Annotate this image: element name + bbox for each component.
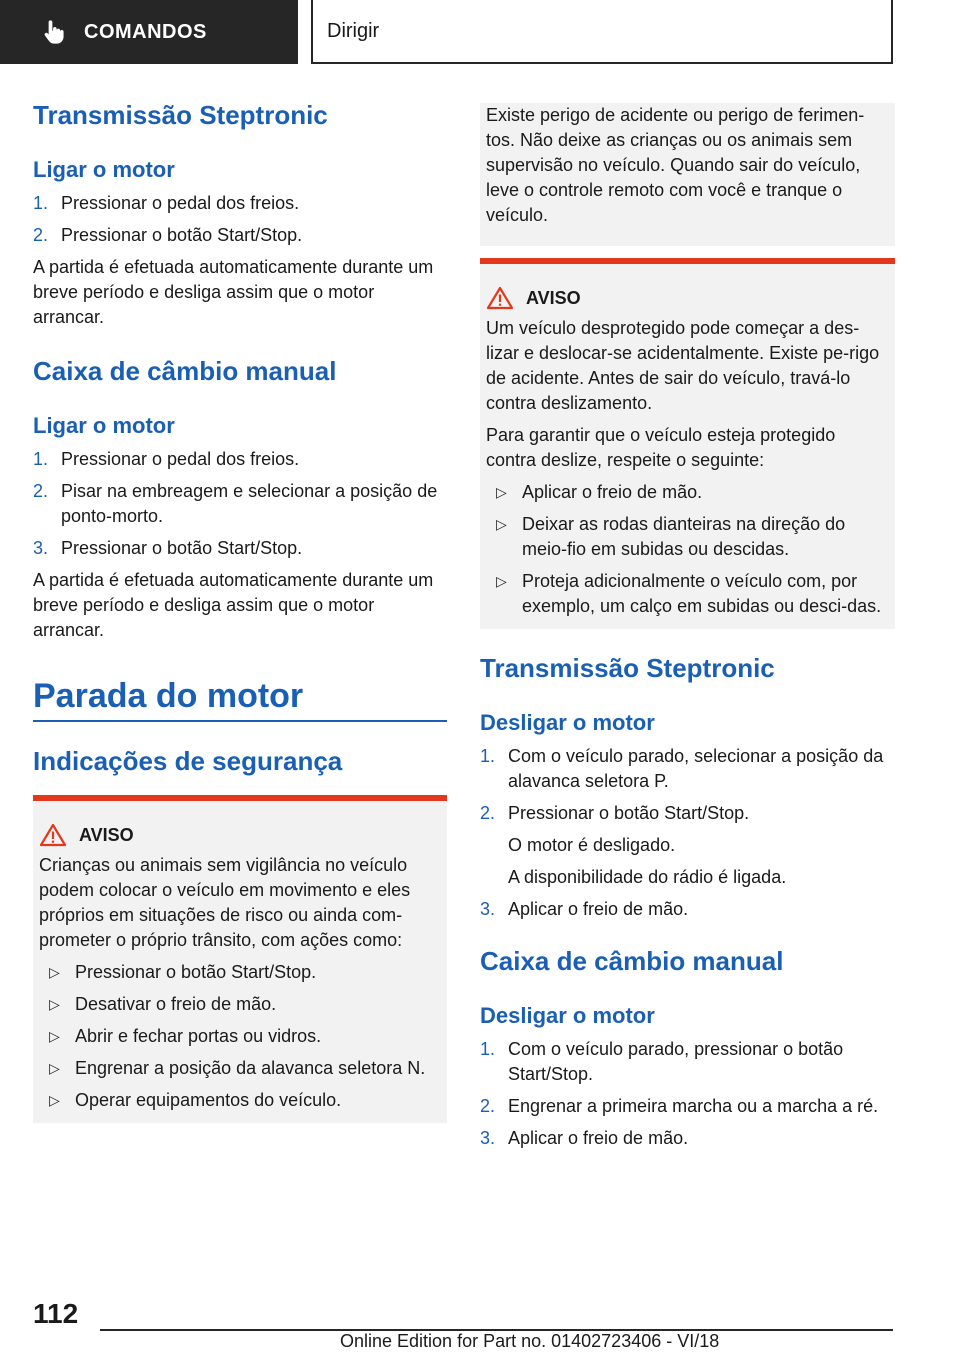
steps-list (480, 1037, 895, 1151)
list-item: ▷ Pressionar o botão Start/Stop. (39, 960, 435, 985)
right-column (480, 103, 895, 1158)
triangle-bullet-icon: ▷ (496, 516, 507, 532)
edition-note: Online Edition for Part no. 01402723406 - VI/18 (340, 1331, 720, 1351)
list-item: 1. Pressionar o pedal dos freios. (33, 449, 300, 469)
list-item: 1. Com o veículo parado, pressionar o botão Start/Stop. (480, 1039, 844, 1084)
steps-list (480, 744, 895, 922)
triangle-bullet-icon: ▷ (49, 1028, 60, 1044)
heading-manual-stop: Caixa de câmbio manual (480, 946, 784, 976)
list-item: 2. Pisar na embreagem e selecionar a posição de ponto-morto. (33, 481, 438, 526)
paragraph: A partida é efetuada automaticamente durante um breve período e desliga assim que o motor arrancar. (33, 570, 434, 640)
left-column (33, 100, 447, 1123)
steps-list (33, 191, 447, 248)
list-item: 3. Pressionar o botão Start/Stop. (33, 538, 303, 558)
triangle-bullet-icon: ▷ (49, 964, 60, 980)
warning-title: AVISO (39, 823, 435, 847)
hand-pointer-icon (40, 18, 68, 46)
list-item: ▷ Desativar o freio de mão. (39, 992, 435, 1017)
triangle-bullet-icon: ▷ (49, 1092, 60, 1108)
warning-list (39, 960, 435, 1113)
warning-box (480, 258, 895, 629)
steps-list (33, 447, 447, 561)
heading-steptronic-stop: Transmissão Steptronic (480, 653, 775, 683)
list-item: 2. Pressionar o botão Start/Stop. (33, 225, 303, 245)
warning-box-continued (480, 103, 895, 246)
subheading-start-engine: Ligar o motor (33, 157, 175, 182)
warning-text: Crianças ou animais sem vigilância no veículo podem colocar o veículo em movimento e eles próprios em situações de risco ou ainda com-prometer o próprio trânsito, com ações como: (39, 855, 411, 950)
step-result: O motor é desligado. (508, 835, 676, 855)
warning-box (33, 795, 447, 1123)
section-title: Dirigir (327, 19, 380, 42)
list-item: 2. Pressionar o botão Start/Stop. O motor é desligado. A disponibilidade do rádio é ligada. (480, 801, 895, 890)
list-item: ▷ Proteja adicionalmente o veículo com, por exemplo, um calço em subidas ou desci-das. (496, 571, 882, 616)
list-item: ▷ Deixar as rodas dianteiras na direção do meio-fio em subidas ou descidas. (496, 514, 846, 559)
triangle-bullet-icon: ▷ (49, 996, 60, 1012)
heading-manual-start: Caixa de câmbio manual (33, 356, 337, 386)
chapter-tab[interactable] (0, 0, 298, 64)
list-item: 1. Com o veículo parado, selecionar a posição da alavanca seletora P. (480, 746, 884, 791)
list-item: ▷ Aplicar o freio de mão. (486, 480, 883, 505)
triangle-bullet-icon: ▷ (496, 573, 507, 589)
warning-triangle-icon (39, 823, 67, 847)
subheading-stop-engine: Desligar o motor (480, 1003, 655, 1028)
warning-title: AVISO (486, 286, 883, 310)
step-result: A disponibilidade do rádio é ligada. (508, 867, 787, 887)
warning-text: Um veículo desprotegido pode começar a des-lizar e deslocar-se acidentalmente. Existe pe-rigo de acidente. Antes de sair do veículo, travá-lo contra deslizamento. (486, 318, 880, 413)
list-item: 3. Aplicar o freio de mão. (480, 1128, 689, 1148)
list-item: ▷ Engrenar a posição da alavanca seletora N. (39, 1056, 435, 1081)
warning-list (486, 480, 883, 619)
triangle-bullet-icon: ▷ (496, 484, 507, 500)
triangle-bullet-icon: ▷ (49, 1060, 60, 1076)
list-item: 3. Aplicar o freio de mão. (480, 899, 689, 919)
heading-steptronic-start: Transmissão Steptronic (33, 100, 328, 130)
section-header (311, 0, 893, 64)
heading-safety: Indicações de segurança (33, 746, 343, 776)
list-item: 1. Pressionar o pedal dos freios. (33, 193, 300, 213)
list-item: ▷ Operar equipamentos do veículo. (39, 1088, 435, 1113)
chapter-tab-label: COMANDOS (84, 20, 207, 43)
subheading-start-engine: Ligar o motor (33, 413, 175, 438)
list-item: ▷ Abrir e fechar portas ou vidros. (39, 1024, 435, 1049)
list-item: 2. Engrenar a primeira marcha ou a marcha a ré. (480, 1096, 879, 1116)
warning-text: Para garantir que o veículo esteja protegido contra deslize, respeite o seguinte: (486, 425, 836, 470)
heading-engine-stop: Parada do motor (33, 677, 304, 715)
warning-triangle-icon (486, 286, 514, 310)
chapter-heading-block (33, 677, 447, 722)
warning-text: Existe perigo de acidente ou perigo de ferimen-tos. Não deixe as crianças ou os animais sem supervisão no veículo. Quando sair do veículo, leve o controle remoto com você e tranque o veículo. (486, 105, 865, 225)
subheading-stop-engine: Desligar o motor (480, 710, 655, 735)
paragraph: A partida é efetuada automaticamente durante um breve período e desliga assim que o motor arrancar. (33, 257, 434, 327)
page-number: 112 (33, 1298, 79, 1329)
